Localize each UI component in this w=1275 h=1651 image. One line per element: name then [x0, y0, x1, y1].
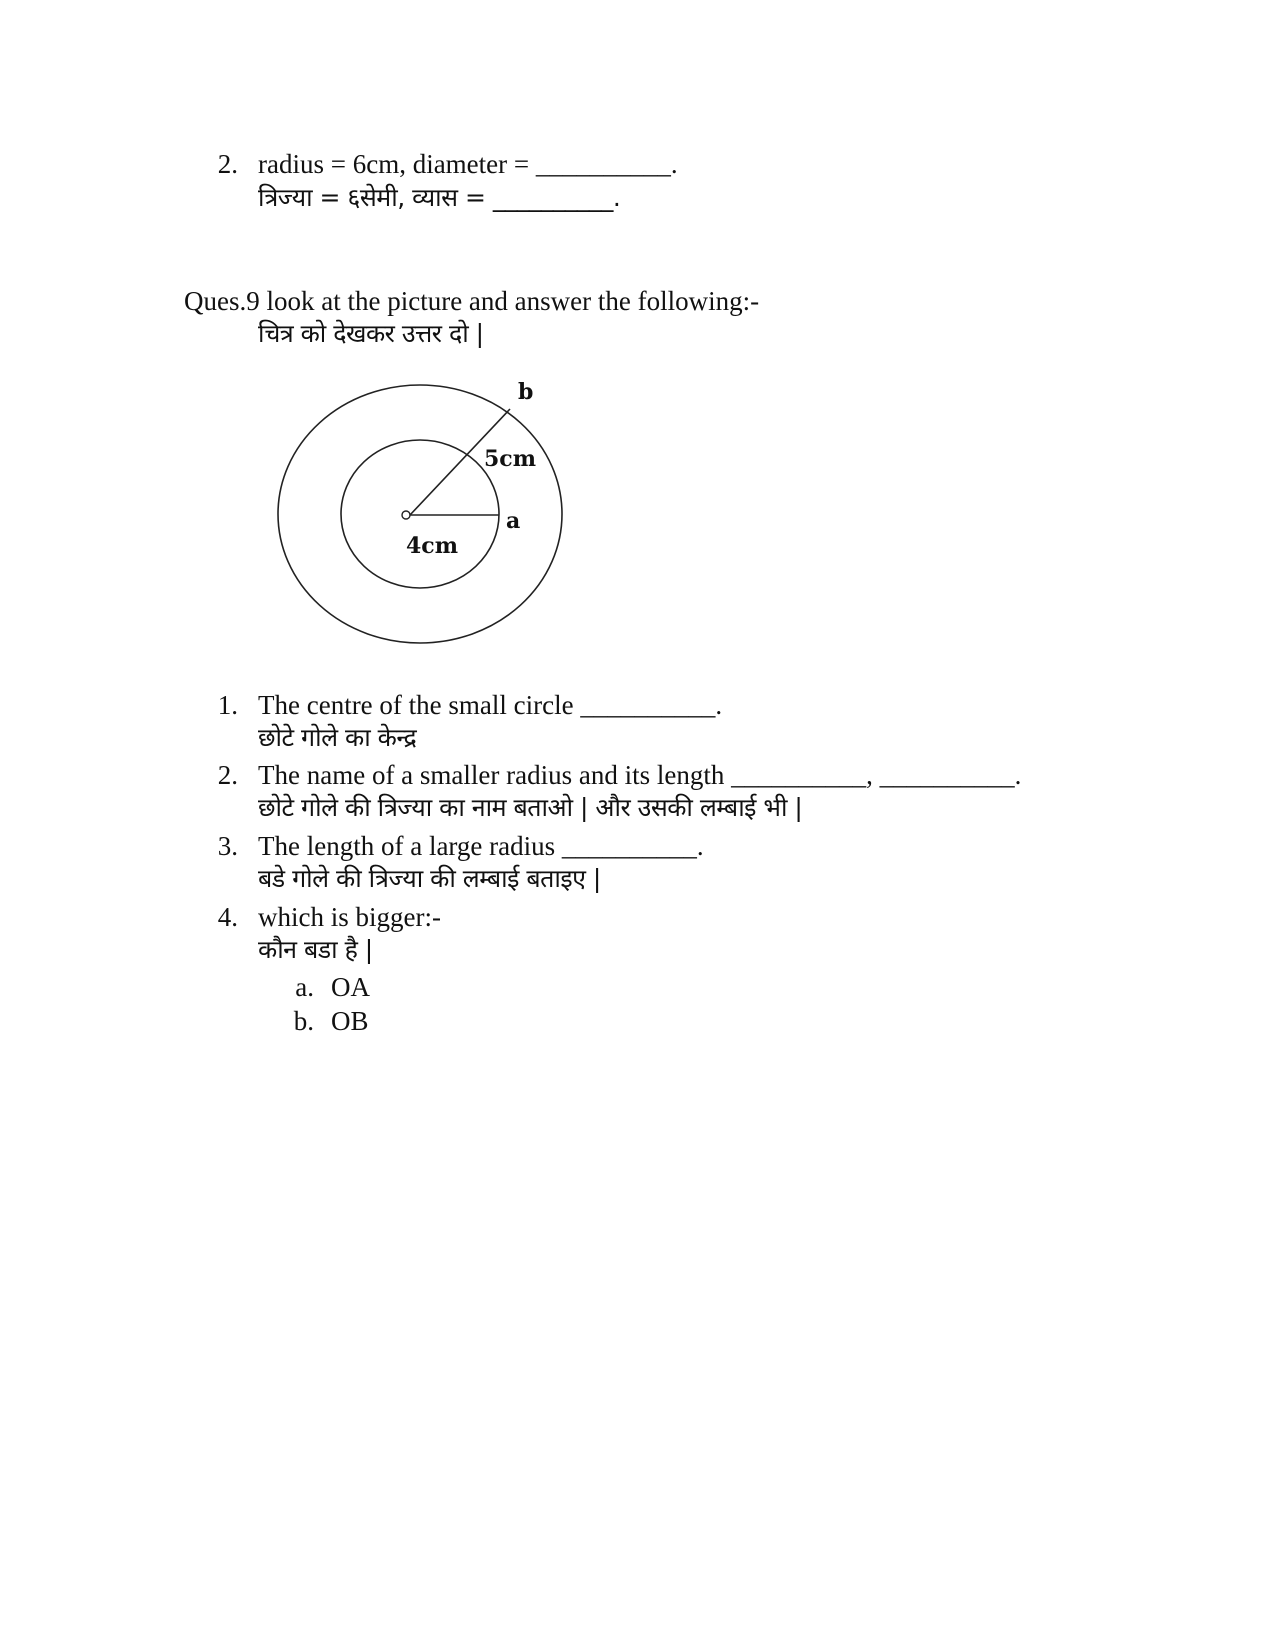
option-letter: a. — [295, 972, 314, 1002]
q9-item-hindi: छोटे गोले का केन्द्र — [258, 723, 417, 752]
q9-item-hindi: छोटे गोले की त्रिज्या का नाम बताओ | और उसकी लम्बाई भी | — [258, 793, 803, 822]
q9-hindi-instruction: चित्र को देखकर उत्तर दो | — [258, 319, 484, 348]
option-text: OA — [331, 972, 370, 1002]
q9-item-number: 4. — [217, 902, 238, 932]
q9-item-number: 2. — [217, 760, 238, 790]
q9-item-hindi: बडे गोले की त्रिज्या की लम्बाई बताइए | — [258, 864, 601, 893]
q8-item-english: radius = 6cm, diameter = __________. — [258, 149, 678, 179]
q9-item-number: 3. — [217, 831, 238, 861]
circles-svg — [262, 360, 580, 662]
q8-item-number: 2. — [217, 149, 238, 179]
option-letter: b. — [293, 1006, 314, 1036]
label-5cm: 5cm — [484, 446, 536, 472]
label-4cm: 4cm — [406, 533, 458, 559]
q9-item-english: The centre of the small circle __________. — [258, 690, 723, 720]
q9-item-english: which is bigger:- — [258, 902, 441, 932]
q9-heading: Ques.9 look at the picture and answer the following:- — [184, 286, 760, 316]
label-b: b — [518, 379, 534, 405]
concentric-circles-figure — [262, 360, 580, 662]
q8-item-hindi: त्रिज्या = ६सेमी, व्यास = __________. — [258, 183, 621, 212]
option-text: OB — [331, 1006, 369, 1036]
q9-item-hindi: कौन बडा है | — [258, 935, 373, 964]
label-a: a — [506, 508, 521, 534]
q9-item-english: The length of a large radius __________. — [258, 831, 704, 861]
q9-item-english: The name of a smaller radius and its length __________, __________. — [258, 760, 1022, 790]
q9-item-number: 1. — [217, 690, 238, 720]
center-point-o — [402, 511, 410, 519]
